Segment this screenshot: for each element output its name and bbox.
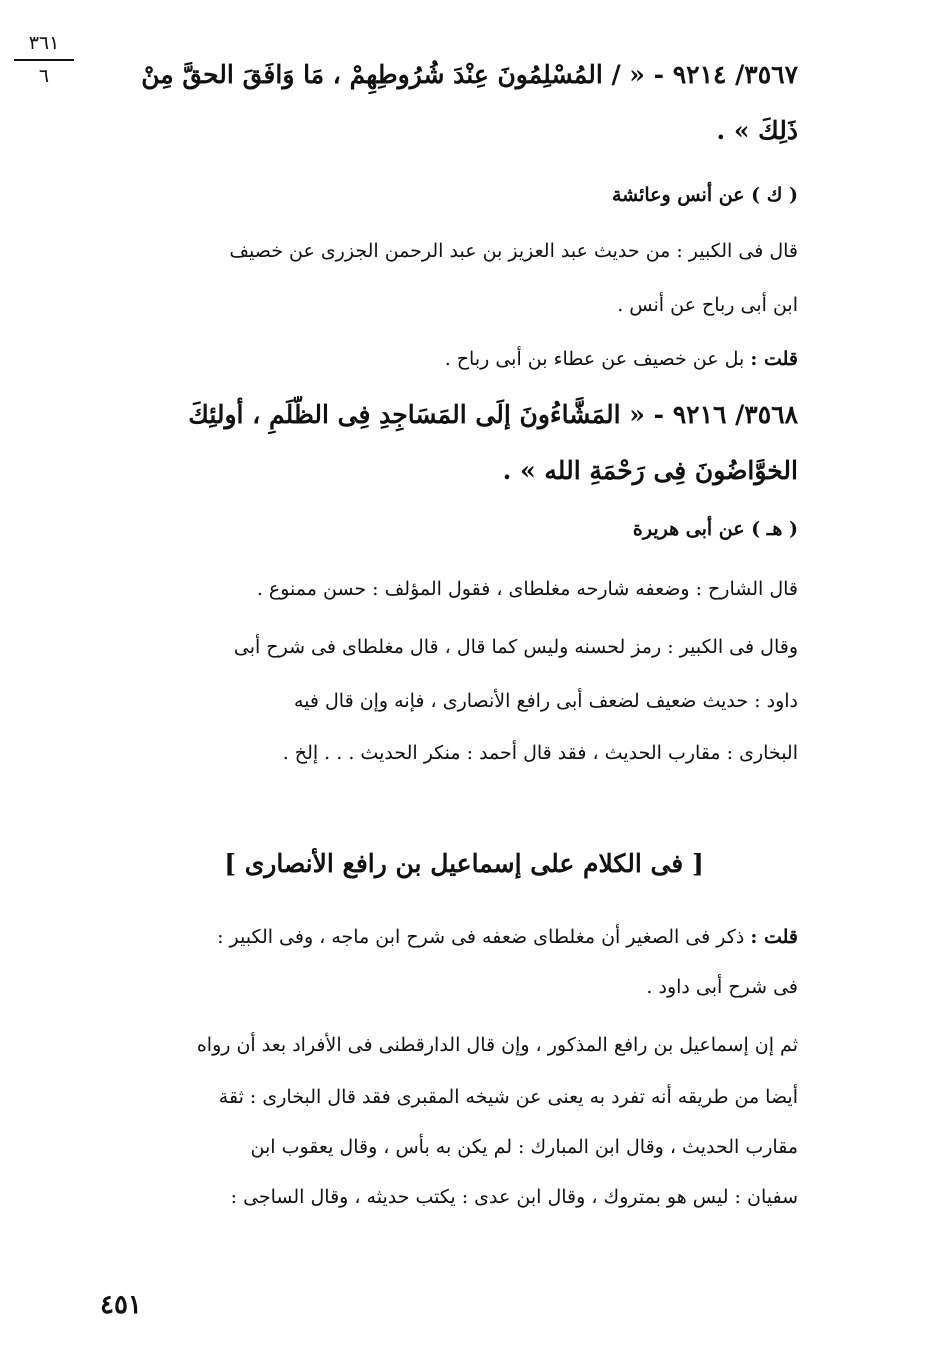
para-2-lead: قلت : xyxy=(750,348,798,370)
source-1: ( ك ) عن أنس وعائشة xyxy=(611,184,798,206)
para-6-line-3: مقارب الحديث ، وقال ابن المبارك : لم يكن به بأس ، وقال يعقوب ابن xyxy=(250,1136,798,1158)
para-4-line-2: داود : حديث ضعيف لضعف أبى رافع الأنصارى ، فإنه وإن قال فيه xyxy=(293,690,798,712)
para-4-line-3: البخارى : مقارب الحديث ، فقد قال أحمد : منكر الحديث . . . إلخ . xyxy=(282,742,798,764)
cross-reference-number xyxy=(14,34,74,86)
para-5-text: ذكر فى الصغير أن مغلطاى ضعفه فى شرح ابن ماجه ، وفى الكبير : xyxy=(217,926,751,948)
hadith-1-line-2: ذَلِكَ » . xyxy=(716,116,798,145)
page-number: ٤٥١ xyxy=(100,1290,142,1320)
para-4-line-1: وقال فى الكبير : رمز لحسنه وليس كما قال ، قال مغلطاى فى شرح أبى xyxy=(233,636,798,658)
para-1-line-1: قال فى الكبير : من حديث عبد العزيز بن عبد الرحمن الجزرى عن خصيف xyxy=(229,240,798,262)
para-6-line-4: سفيان : ليس هو بمتروك ، وقال ابن عدى : يكتب حديثه ، وقال الساجى : xyxy=(230,1186,798,1208)
para-3: قال الشارح : وضعفه شارحه مغلطاى ، فقول المؤلف : حسن ممنوع . xyxy=(256,578,798,600)
para-1-line-2: ابن أبى رباح عن أنس . xyxy=(617,294,798,316)
para-6-line-1: ثم إن إسماعيل بن رافع المذكور ، وإن قال الدارقطنى فى الأفراد بعد أن رواه xyxy=(196,1034,798,1056)
reference-divider xyxy=(14,59,74,61)
para-6-line-2: أيضا من طريقه أنه تفرد به يعنى عن شيخه المقبرى فقد قال البخارى : ثقة xyxy=(218,1086,798,1108)
para-2 xyxy=(86,344,798,374)
hadith-1-line-1: ٣٥٦٧/ ٩٢١٤ - « / المُسْلِمُونَ عِنْدَ شُرُوطِهِمْ ، مَا وَافَقَ الحقَّ مِنْ xyxy=(141,60,798,89)
section-heading: [ فى الكلام على إسماعيل بن رافع الأنصارى ] xyxy=(224,849,704,878)
para-5-line-2: فى شرح أبى داود . xyxy=(646,976,798,998)
reference-top: ٣٦١ xyxy=(28,32,60,54)
source-2: ( هـ ) عن أبى هريرة xyxy=(632,518,798,540)
para-5-lead: قلت : xyxy=(750,926,798,948)
para-2-text: بل عن خصيف عن عطاء بن أبى رباح . xyxy=(444,348,751,370)
reference-bottom: ٦ xyxy=(38,65,50,87)
para-5-line-1 xyxy=(86,922,798,952)
hadith-2-line-2: الخوَّاضُونَ فِى رَحْمَةِ الله » . xyxy=(502,456,798,485)
hadith-2-line-1: ٣٥٦٨/ ٩٢١٦ - « المَشَّاءُونَ إلَى المَسَاجِدِ فِى الظُّلَمِ ، أولئِكَ xyxy=(188,400,798,429)
